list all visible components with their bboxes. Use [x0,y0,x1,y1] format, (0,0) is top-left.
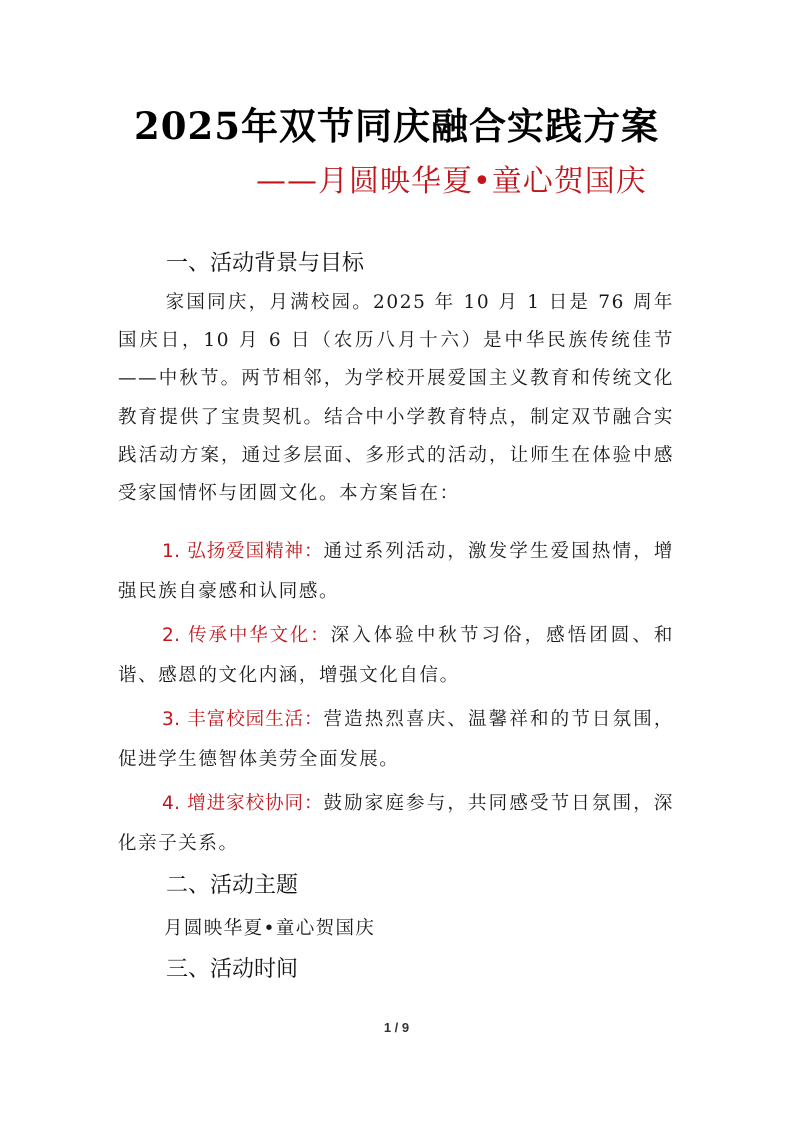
section-heading-theme: 二、活动主题 [166,873,299,898]
document-subtitle: ——月圆映华夏•童心贺国庆 [256,164,647,199]
document-title: 2025年双节同庆融合实践方案 [134,104,659,148]
goal-text: 鼓励家庭参与，共同感受节日氛围，深化亲子关系。 [118,793,674,854]
goal-text: 营造热烈喜庆、温馨祥和的节日氛围，促进学生德智体美劳全面发展。 [118,709,674,770]
goal-text: 通过系列活动，激发学生爱国热情，增强民族自豪感和认同感。 [118,541,674,602]
page-number: 1 / 9 [383,1020,410,1035]
goal-item [118,784,674,864]
goal-label: 4. 增进家校协同： [162,793,324,814]
goal-label: 1. 弘扬爱国精神： [162,541,324,562]
goal-label: 3. 丰富校园生活： [162,709,324,730]
section-heading-background: 一、活动背景与目标 [166,251,365,276]
goal-text: 深入体验中秋节习俗，感悟团圆、和谐、感恩的文化内涵，增强文化自信。 [118,625,674,686]
theme-text: 月圆映华夏•童心贺国庆 [164,918,376,939]
goal-item [118,700,674,780]
background-paragraph-text: 家国同庆，月满校园。2025 年 10 月 1 日是 76 周年国庆日，10 月 6 日（农历八月十六）是中华民族传统佳节——中秋节。两节相邻，为学校开展爱国主义教育和传统文化教育提供了宝贵契机。结合中小学教育特点，制定双节融合实践活动方案，通过多层面、多形式的活动，让师生在体验中感受家国情怀与团圆文化。本方案旨在： [118,292,674,505]
goal-item [118,532,674,612]
goal-item [118,616,674,696]
background-paragraph [118,284,674,513]
section-heading-time: 三、活动时间 [166,957,299,982]
goal-label: 2. 传承中华文化： [162,625,331,646]
